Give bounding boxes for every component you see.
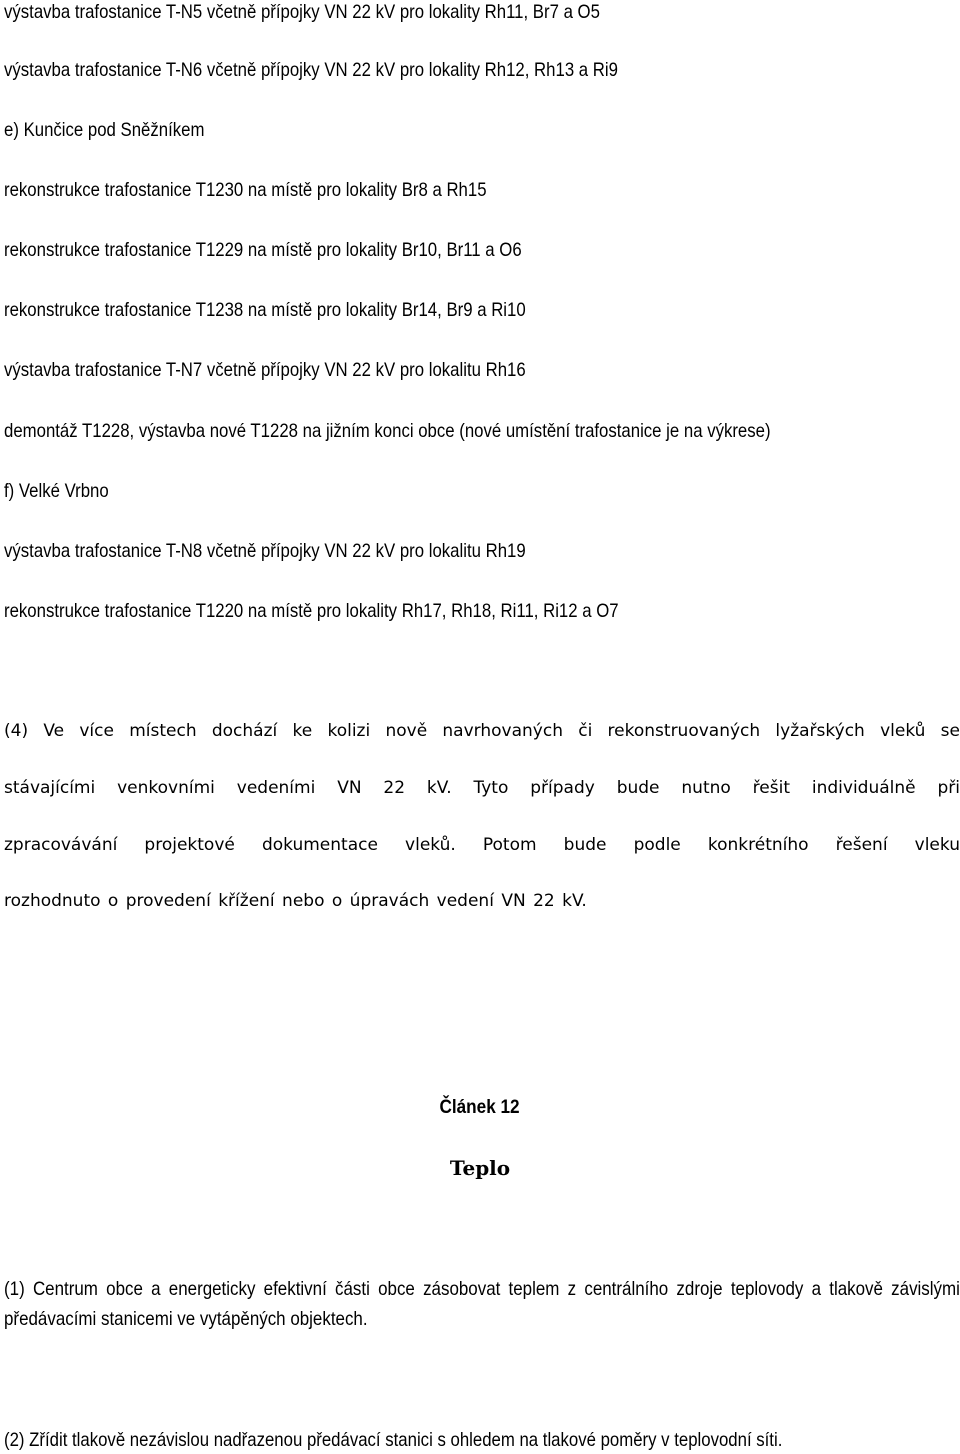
list-line: rekonstrukce trafostanice T1220 na místě pro lokality Rh17, Rh18, Ri11, Ri12 a O7 — [4, 600, 619, 622]
paragraph-1 — [4, 1274, 960, 1336]
article-number — [0, 1094, 960, 1120]
section-heading-kuncice: e) Kunčice pod Sněžníkem — [4, 119, 205, 141]
article-title: Teplo — [449, 1156, 511, 1180]
list-line: výstavba trafostanice T-N8 včetně přípojky VN 22 kV pro lokalitu Rh19 — [4, 540, 526, 562]
section-heading-velke-vrbno: f) Velké Vrbno — [4, 480, 109, 502]
article-number-text: Článek 12 — [439, 1096, 521, 1118]
paragraph-2: (2) Zřídit tlakově nezávislou nadřazenou předávací stanici s ohledem na tlakové poměry v teplovodní síti. — [4, 1429, 783, 1451]
list-line: výstavba trafostanice T-N6 včetně přípojky VN 22 kV pro lokality Rh12, Rh13 a Ri9 — [4, 59, 618, 81]
list-line: rekonstrukce trafostanice T1238 na místě pro lokality Br14, Br9 a Ri10 — [4, 299, 526, 321]
paragraph-4-line: stávajícími venkovními vedeními VN 22 kV. Tyto případy bude nutno řešit individuálně při — [4, 778, 960, 798]
paragraph-1-text: (1) Centrum obce a energeticky efektivní části obce zásobovat teplem z centrálního zdroje teplovody a tlakově závislými předávacími stanicemi ve vytápěných objektech. — [4, 1278, 960, 1330]
paragraph-4-line: (4) Ve více místech dochází ke kolizi nově navrhovaných či rekonstruovaných lyžařských vleků se — [4, 721, 960, 741]
list-line: demontáž T1228, výstavba nové T1228 na jižním konci obce (nové umístění trafostanice je na výkrese) — [4, 420, 771, 442]
list-line: výstavba trafostanice T-N5 včetně přípojky VN 22 kV pro lokality Rh11, Br7 a O5 — [4, 1, 600, 23]
paragraph-4-line: rozhodnuto o provedení křížení nebo o úpravách vedení VN 22 kV. — [4, 891, 587, 911]
list-line: rekonstrukce trafostanice T1230 na místě pro lokality Br8 a Rh15 — [4, 179, 487, 201]
paragraph-4-line: zpracovávání projektové dokumentace vleků. Potom bude podle konkrétního řešení vleku — [4, 835, 960, 855]
list-line: výstavba trafostanice T-N7 včetně přípojky VN 22 kV pro lokalitu Rh16 — [4, 359, 526, 381]
list-line: rekonstrukce trafostanice T1229 na místě pro lokality Br10, Br11 a O6 — [4, 239, 522, 261]
